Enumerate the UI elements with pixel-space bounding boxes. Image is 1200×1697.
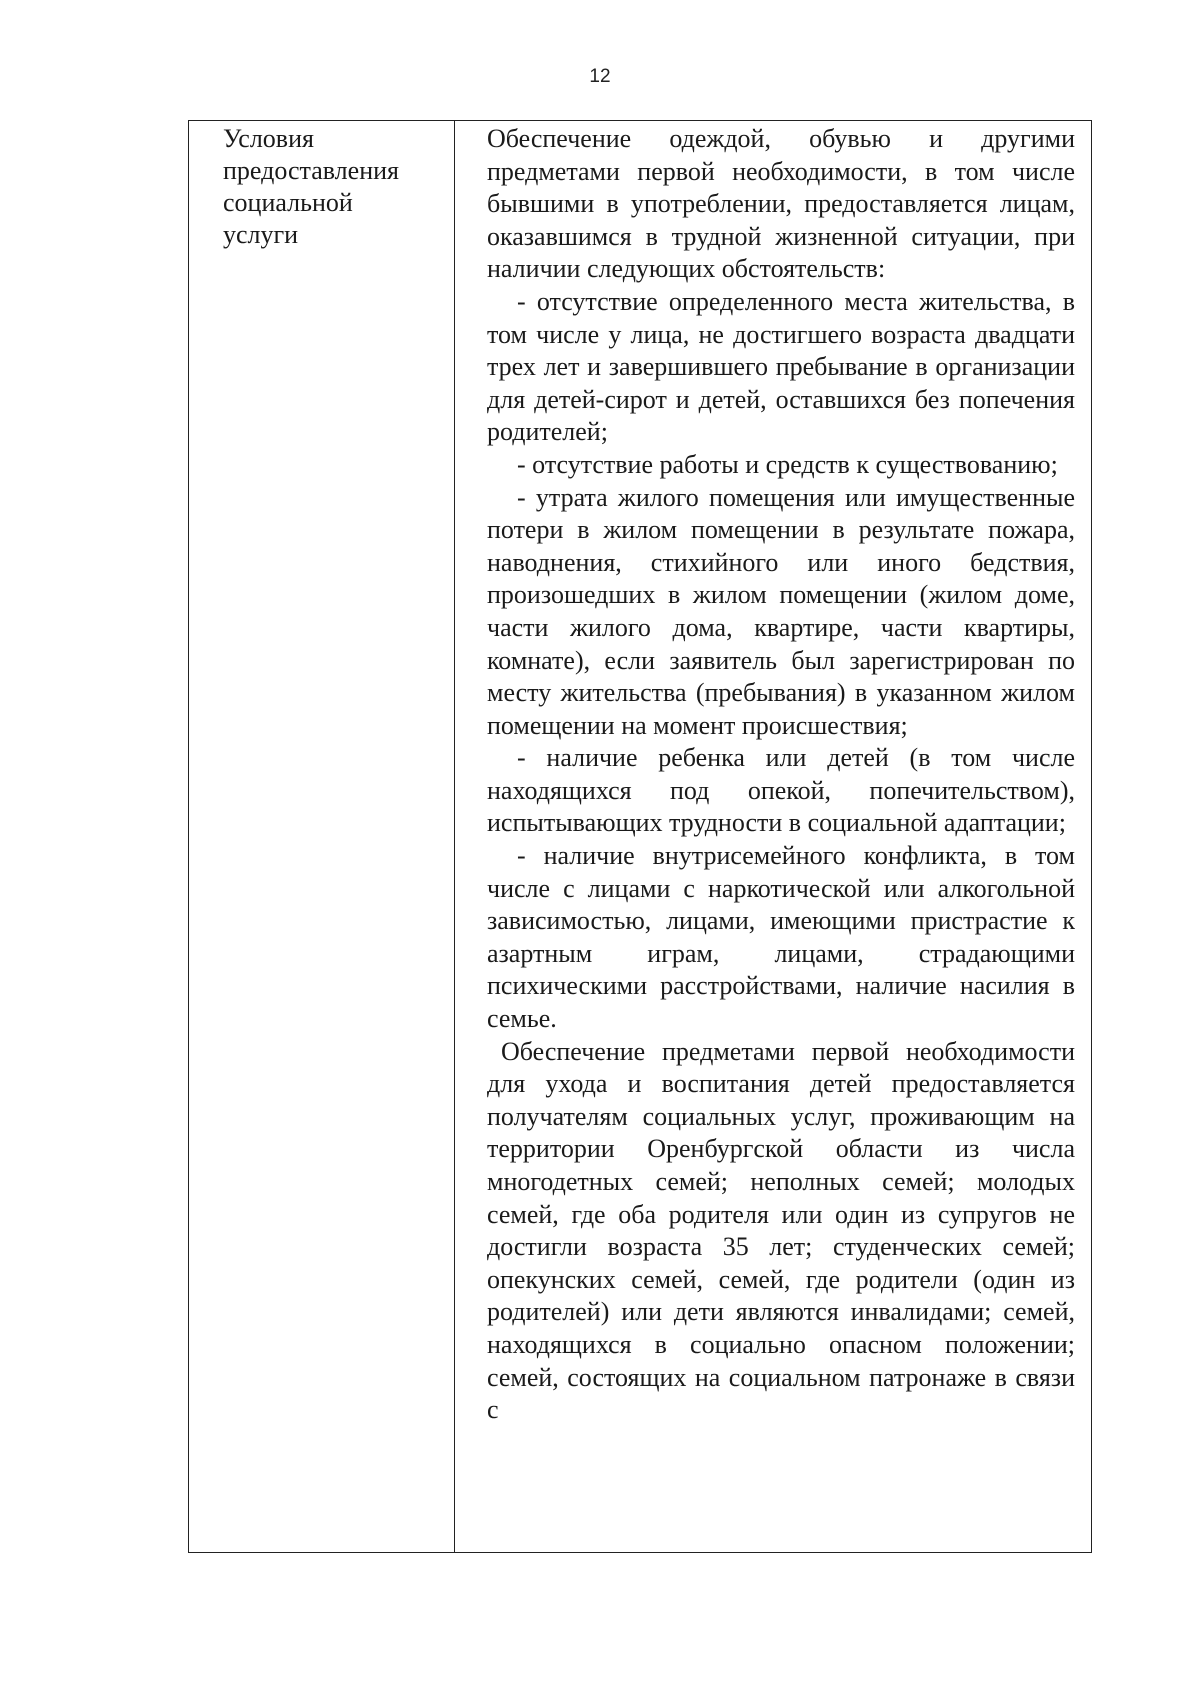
list-item-no-residence: - отсутствие определенного места жительства, в том числе у лица, не достигшего возраста двадцати трех лет и завершившего пребывание в организации для детей-сирот и детей, оставшихся без попечения родителей; <box>487 286 1075 447</box>
list-item-family-conflict: - наличие внутрисемейного конфликта, в том числе с лицами с наркотической или алкогольной зависимостью, лицами, имеющими пристрастие к азартным играм, лицами, страдающими психическими расстройствами, наличие насилия в семье. <box>487 841 1075 1034</box>
list-item-no-work: - отсутствие работы и средств к существованию; <box>517 449 1058 479</box>
paragraph-intro: Обеспечение одеждой, обувью и другими предметами первой необходимости, в том числе бывшими в употреблении, предоставляется лицам, оказавшимся в трудной жизненной ситуации, при наличии следующих обстоятельств: <box>487 124 1075 284</box>
label-line: Условия <box>223 124 314 153</box>
table-cell-label <box>223 123 448 251</box>
column-divider <box>454 121 455 1552</box>
conditions-table <box>188 120 1092 1553</box>
paragraph-children-supplies: Обеспечение предметами первой необходимости для ухода и воспитания детей предоставляется получателям социальных услуг, проживающим на территории Оренбургской области из числа многодетных семей; неполных семей; молодых семей, где оба родителя или один из супругов не достигли возраста 35 лет; студенческих семей; опекунских семей, семей, где родители (один из родителей) или дети являются инвалидами; семей, находящихся в социально опасном положении; семей, состоящих на социальном патронаже в связи с <box>487 1036 1075 1425</box>
label-line: социальной <box>223 188 353 217</box>
label-line: предоставления <box>223 156 399 185</box>
table-cell-content <box>487 123 1075 1427</box>
list-item-child-adaptation: - наличие ребенка или детей (в том числе находящихся под опекой, попечительством), испытывающих трудности в социальной адаптации; <box>487 743 1075 838</box>
list-item-housing-loss: - утрата жилого помещения или имущественные потери в жилом помещении в результате пожара, наводнения, стихийного или иного бедствия, произошедших в жилом помещении (жилом доме, части жилого дома, квартире, части квартиры, комнате), если заявитель был зарегистрирован по месту жительства (пребывания) в указанном жилом помещении на момент происшествия; <box>487 482 1075 740</box>
page-number: 12 <box>589 66 611 87</box>
label-line: услуги <box>223 220 299 249</box>
